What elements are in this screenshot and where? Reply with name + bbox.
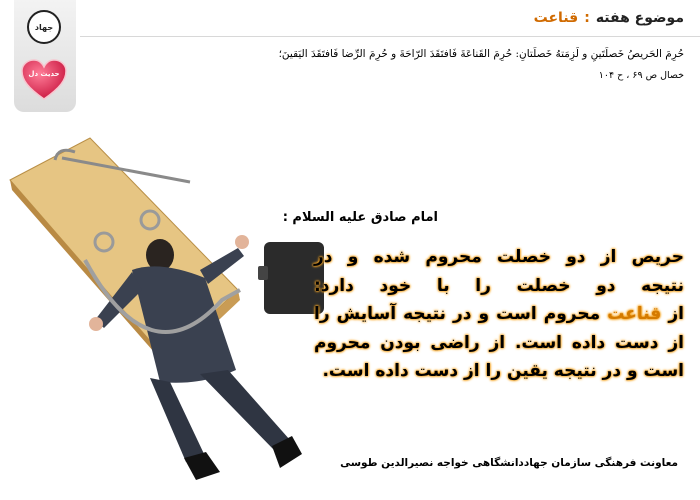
man-leg-left <box>150 378 205 462</box>
quote-title: امام صادق علیه السلام : <box>282 210 438 225</box>
logo-text: جهاد <box>34 22 54 32</box>
quote-line-5: است و در نتیجه یقین را از دست داده است. <box>322 361 684 381</box>
quote-line-1: حریص از دو خصلت محروم شده و در <box>314 247 684 267</box>
header-divider <box>80 36 700 37</box>
hadith-source: خصال ص ۶۹ ، ح ۱۰۴ <box>598 70 684 81</box>
hadith-arabic: حُرِمَ الحَريصُ خَصلَتَينِ و لَزِمَتهُ خَصلَتانِ: حُرِمَ القَناعَةَ فَافتَقَدَ الرّاحَةَ و حُرِمَ الرِّضا فَافتَقَدَ اليَقينَ؛ <box>278 48 684 60</box>
quote-line-2: نتیجه دو خصلت را با خود دارد: <box>314 275 684 296</box>
footer-credit: معاونت فرهنگی سازمان جهاددانشگاهی خواجه نصیرالدین طوسی <box>340 457 678 469</box>
heart-icon <box>20 58 68 102</box>
badge-label: حدیث دل <box>28 70 60 78</box>
topic-value: قناعت <box>533 10 579 26</box>
quote-line-3-start: از <box>661 304 684 324</box>
man-hand-right <box>235 235 249 249</box>
quote-keyword: قناعت <box>607 304 662 324</box>
man-leg-right <box>200 370 290 450</box>
mousetrap-illustration <box>0 120 340 490</box>
weekly-topic <box>534 10 684 26</box>
man-head <box>146 239 174 271</box>
quote-line-4: از دست داده است. از راضی بودن محروم <box>314 332 684 353</box>
topic-separator: : <box>584 10 590 26</box>
heart-badge <box>20 58 68 102</box>
organization-logo <box>27 10 61 44</box>
briefcase-handle <box>258 266 268 280</box>
quote-line-3 <box>314 300 684 329</box>
quote-line-3-end: محروم است و در نتیجه آسایش را <box>314 304 608 324</box>
man-hand-left <box>89 317 103 331</box>
quote-text <box>314 243 684 386</box>
topic-label: موضوع هفته <box>595 10 684 26</box>
